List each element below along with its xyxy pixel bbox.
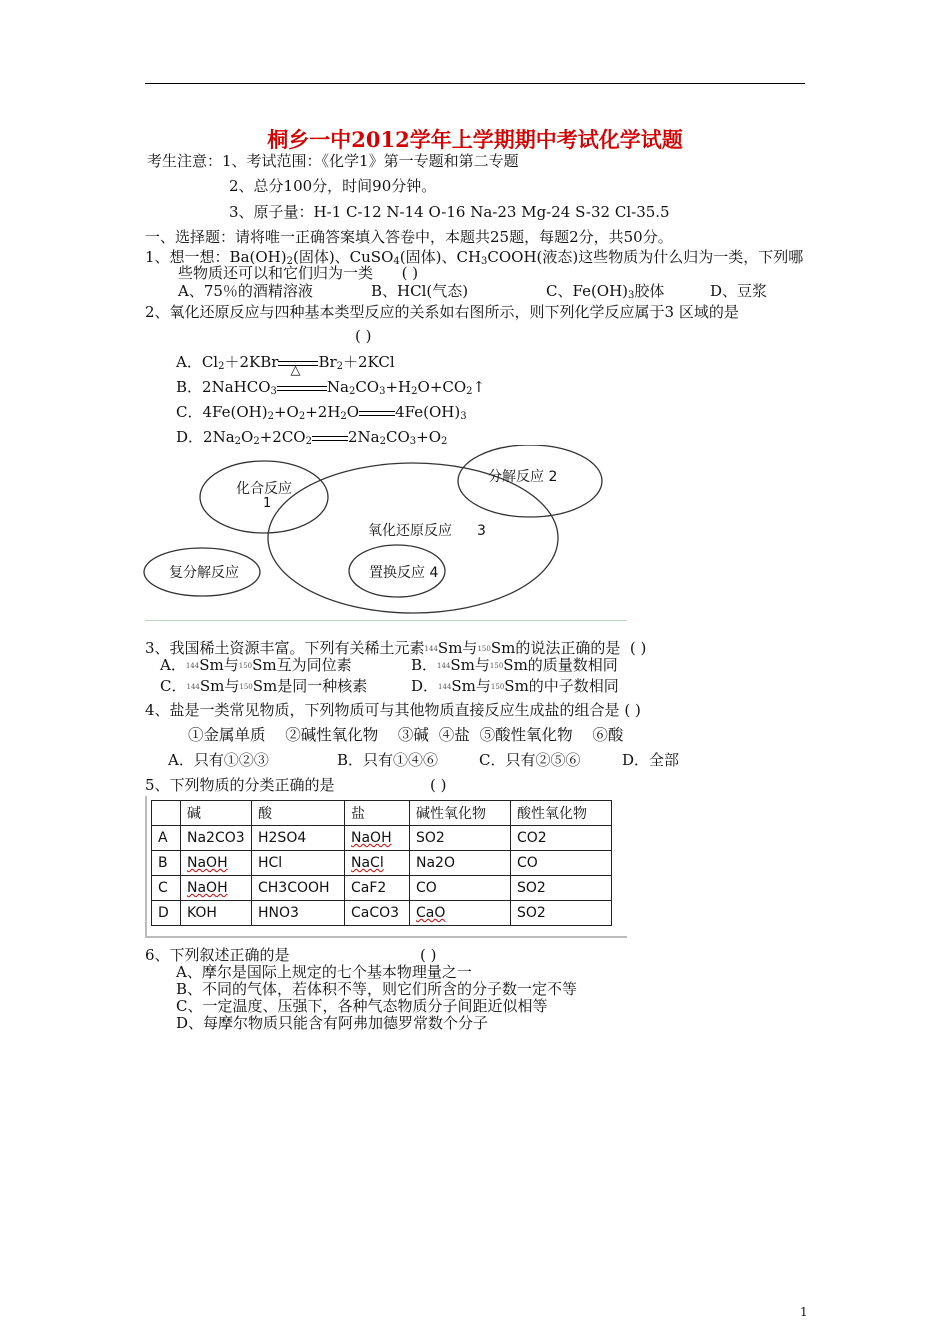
label-redox: 氧化还原反应	[368, 523, 452, 539]
section-heading: 一、选择题：请将唯一正确答案填入答卷中，本题共25题，每题2分，共50分。	[145, 228, 673, 246]
table-cell: Na2CO3	[181, 826, 252, 851]
notes-line-1: 考生注意：1、考试范围：《化学1》第一专题和第二专题	[147, 152, 519, 170]
table-row	[152, 901, 612, 926]
notes-line-2: 2、总分100分，时间90分钟。	[229, 177, 437, 195]
table-header-cell: 酸性氧化物	[511, 801, 612, 826]
q3-option-d: D．144Sm与150Sm的中子数相同	[411, 677, 619, 695]
q2-paren: ( )	[355, 327, 372, 345]
table-cell: D	[152, 901, 181, 926]
q2-option-a: A．$Cl_2+2KBr$ △ $Br_2+2KCl$	[176, 353, 395, 378]
q3-option-c: C．144Sm与150Sm是同一种核素	[160, 677, 368, 695]
table-header-row	[152, 801, 612, 826]
label-combination: 化合反应	[236, 481, 292, 497]
q5-stem: 5、下列物质的分类正确的是	[145, 776, 335, 794]
label-redox-num: 3	[477, 523, 486, 539]
table-header-cell: 盐	[345, 801, 410, 826]
q1-option-b: B、HCl(气态)	[371, 282, 469, 300]
table-row	[152, 826, 612, 851]
q4-option-d: D．全部	[622, 751, 680, 769]
q3-option-a: A．144Sm与150Sm互为同位素	[160, 656, 352, 674]
table-cell: A	[152, 826, 181, 851]
table-cell: CaCO3	[345, 901, 410, 926]
table-cell: Na2O	[410, 851, 511, 876]
q6-paren: ( )	[420, 946, 437, 964]
q4-option-a: A．只有①②③	[168, 751, 269, 769]
q2-stem: 2、氧化还原反应与四种基本类型反应的关系如右图所示，则下列化学反应属于3 区域的是	[145, 303, 739, 321]
page-number: 1	[800, 1305, 808, 1319]
header-rule	[145, 83, 805, 84]
q6-option-a: A、摩尔是国际上规定的七个基本物理量之一	[176, 963, 472, 981]
q1-option-a: A、75％的酒精溶液	[178, 282, 313, 300]
table-cell: CH3COOH	[252, 876, 345, 901]
table-header-cell: 酸	[252, 801, 345, 826]
table-row	[152, 876, 612, 901]
q4-option-b: B．只有①④⑥	[337, 751, 439, 769]
q1-option-c: C、$Fe(OH)_3$胶体	[546, 282, 665, 301]
table-header-cell: 碱	[181, 801, 252, 826]
q6-option-c: C、一定温度、压强下，各种气态物质分子间距近似相等	[176, 997, 548, 1015]
table-cell: HCl	[252, 851, 345, 876]
table-cell: CaF2	[345, 876, 410, 901]
q3-option-b: B．144Sm与150Sm的质量数相同	[411, 656, 618, 674]
table-cell: CaO	[410, 901, 511, 926]
table-cell: NaOH	[181, 851, 252, 876]
table-cell: CO	[511, 851, 612, 876]
table-cell: H2SO4	[252, 826, 345, 851]
table-header-cell	[152, 801, 181, 826]
table-cell: CO	[410, 876, 511, 901]
table-header-cell: 碱性氧化物	[410, 801, 511, 826]
notes-line-3: 3、原子量：H-1 C-12 N-14 O-16 Na-23 Mg-24 S-32 Cl-35.5	[229, 203, 670, 221]
table-cell: SO2	[410, 826, 511, 851]
table-cell: C	[152, 876, 181, 901]
label-double-decomposition: 复分解反应	[169, 565, 239, 581]
q6-option-d: D、每摩尔物质只能含有阿弗加德罗常数个分子	[176, 1014, 489, 1032]
q2-option-b: B．2NaHCO$_3$ $Na_2CO_3+H_2O+CO_2↑$	[176, 378, 486, 397]
q1-stem-2: 些物质还可以和它们归为一类 ( )	[178, 264, 419, 282]
table-cell: NaOH	[345, 826, 410, 851]
exam-title: 桐乡一中2012学年上学期期中考试化学试题	[267, 127, 683, 152]
classification-table	[151, 800, 612, 926]
table-cell: KOH	[181, 901, 252, 926]
q4-option-c: C．只有②⑤⑥	[479, 751, 581, 769]
table-row	[152, 851, 612, 876]
q2-option-c: C．$4Fe(OH)_2+O_2+2H_2O$ $4Fe(OH)_3$	[176, 403, 467, 422]
table-cell: CO2	[511, 826, 612, 851]
table-cell: SO2	[511, 901, 612, 926]
table-cell: HNO3	[252, 901, 345, 926]
diagram-baseline	[145, 620, 627, 621]
table-cell: NaOH	[181, 876, 252, 901]
table-cell: B	[152, 851, 181, 876]
q3-stem: 3、我国稀土资源丰富。下列有关稀土元素144Sm与150Sm的说法正确的是 ( )	[145, 639, 647, 657]
label-decomposition: 分解反应 2	[488, 469, 558, 485]
table-cell: NaCl	[345, 851, 410, 876]
label-displacement: 置换反应 4	[369, 565, 439, 581]
q4-items: ①金属单质 ②碱性氧化物 ③碱 ④盐 ⑤酸性氧化物 ⑥酸	[188, 726, 624, 744]
table-cell: SO2	[511, 876, 612, 901]
q6-option-b: B、不同的气体，若体积不等，则它们所含的分子数一定不等	[176, 980, 578, 998]
label-combination-num: 1	[263, 496, 272, 511]
q6-stem: 6、下列叙述正确的是	[145, 946, 290, 964]
q1-stem: 1、想一想：$Ba(OH)_2$(固体)、CuSO$_4$(固体)、$CH_3COOH$(液态)这些物质为什么归为一类，下列哪	[145, 248, 804, 267]
q1-option-d: D、豆浆	[710, 282, 768, 300]
q5-paren: ( )	[430, 776, 447, 794]
q4-stem: 4、盐是一类常见物质，下列物质可与其他物质直接反应生成盐的组合是 ( )	[145, 701, 641, 719]
q2-option-d: D．$2Na_2O_2+2CO_2$ $2Na_2CO_3+O_2$	[176, 428, 448, 447]
